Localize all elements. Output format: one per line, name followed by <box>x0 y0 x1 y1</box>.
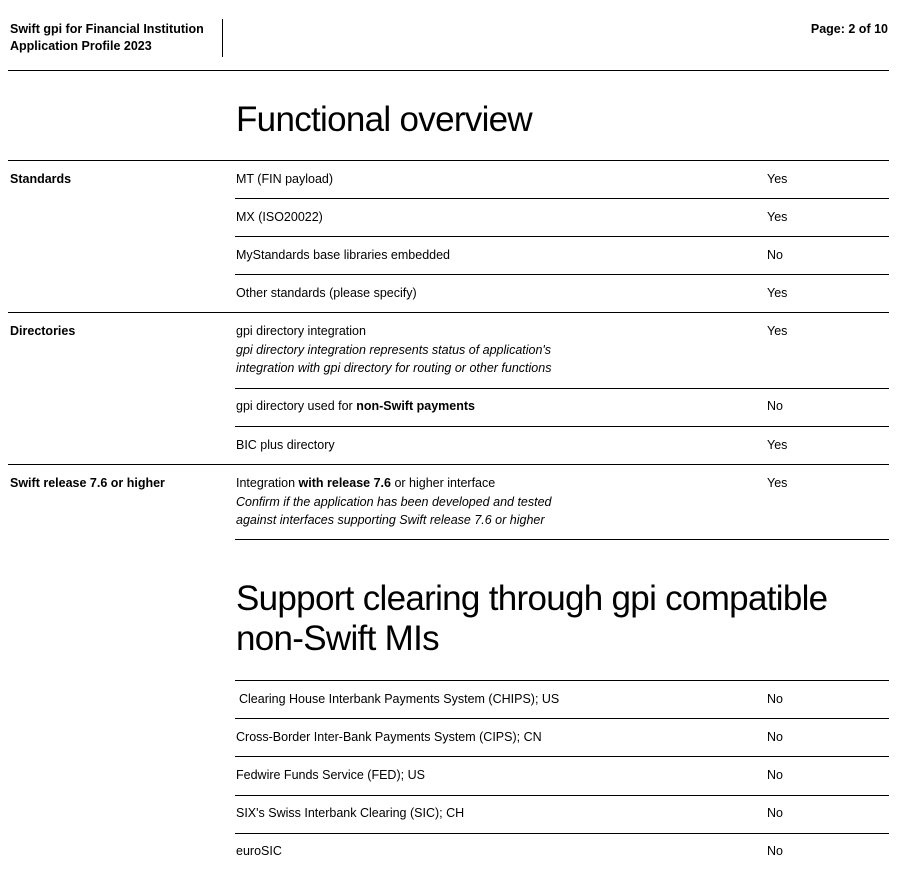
divider <box>8 464 889 465</box>
item-label: Integration with release 7.6 or higher interface <box>236 476 496 490</box>
divider <box>235 718 889 719</box>
item-chips: Clearing House Interbank Payments System (CHIPS); US <box>239 692 560 706</box>
item-bic-plus-directory: BIC plus directory <box>236 438 335 452</box>
item-sic: SIX's Swiss Interbank Clearing (SIC); CH <box>236 806 465 820</box>
document-title-line-2: Application Profile 2023 <box>10 39 152 53</box>
value-mx-iso20022: Yes <box>767 210 788 224</box>
value-fedwire: No <box>767 768 783 782</box>
item-mt-fin-payload: MT (FIN payload) <box>236 172 334 186</box>
value-mt-fin-payload: Yes <box>767 172 788 186</box>
value-bic-plus-directory: Yes <box>767 438 788 452</box>
value-gpi-directory-non-swift: No <box>767 399 783 413</box>
value-chips: No <box>767 692 783 706</box>
divider <box>235 236 889 237</box>
item-note-line-2: integration with gpi directory for routing or other functions <box>236 361 552 375</box>
header-divider <box>222 19 223 57</box>
header-rule <box>8 70 889 71</box>
divider <box>235 274 889 275</box>
clearing-title-line-1: Support clearing through gpi compatible <box>236 579 828 618</box>
category-standards: Standards <box>10 172 72 186</box>
divider <box>235 795 889 796</box>
value-gpi-directory-integration: Yes <box>767 324 788 338</box>
value-sic: No <box>767 806 783 820</box>
value-eurosic: No <box>767 844 783 858</box>
divider <box>235 426 889 427</box>
divider <box>235 198 889 199</box>
divider <box>8 312 889 313</box>
item-label: gpi directory integration <box>236 324 366 338</box>
divider <box>235 833 889 834</box>
item-mystandards: MyStandards base libraries embedded <box>236 248 451 262</box>
divider <box>235 388 889 389</box>
functional-overview-title: Functional overview <box>236 100 533 139</box>
divider <box>235 756 889 757</box>
divider <box>8 160 889 161</box>
item-gpi-directory-non-swift: gpi directory used for non-Swift payments <box>236 399 475 413</box>
page-indicator: Page: 2 of 10 <box>810 22 888 36</box>
divider <box>235 680 889 681</box>
item-cips: Cross-Border Inter-Bank Payments System (CIPS); CN <box>236 730 542 744</box>
value-other-standards: Yes <box>767 286 788 300</box>
value-release-integration: Yes <box>767 476 788 490</box>
divider <box>235 539 889 540</box>
value-cips: No <box>767 730 783 744</box>
item-fedwire: Fedwire Funds Service (FED); US <box>236 768 425 782</box>
item-other-standards: Other standards (please specify) <box>236 286 417 300</box>
document-title-line-1: Swift gpi for Financial Institution <box>10 22 204 36</box>
value-mystandards: No <box>767 248 783 262</box>
item-note-line-1: Confirm if the application has been developed and tested <box>236 494 552 509</box>
item-eurosic: euroSIC <box>236 844 282 858</box>
item-gpi-directory-integration <box>236 322 736 378</box>
category-swift-release: Swift release 7.6 or higher <box>10 476 165 490</box>
clearing-title-line-2: non-Swift MIs <box>236 619 439 658</box>
item-note-line-2: against interfaces supporting Swift release 7.6 or higher <box>236 513 545 527</box>
item-note-line-1: gpi directory integration represents status of application's <box>236 342 552 357</box>
category-directories: Directories <box>10 324 76 338</box>
item-mx-iso20022: MX (ISO20022) <box>236 210 323 224</box>
item-release-integration <box>236 474 736 530</box>
clearing-section-title <box>236 579 827 659</box>
document-title <box>10 21 222 55</box>
